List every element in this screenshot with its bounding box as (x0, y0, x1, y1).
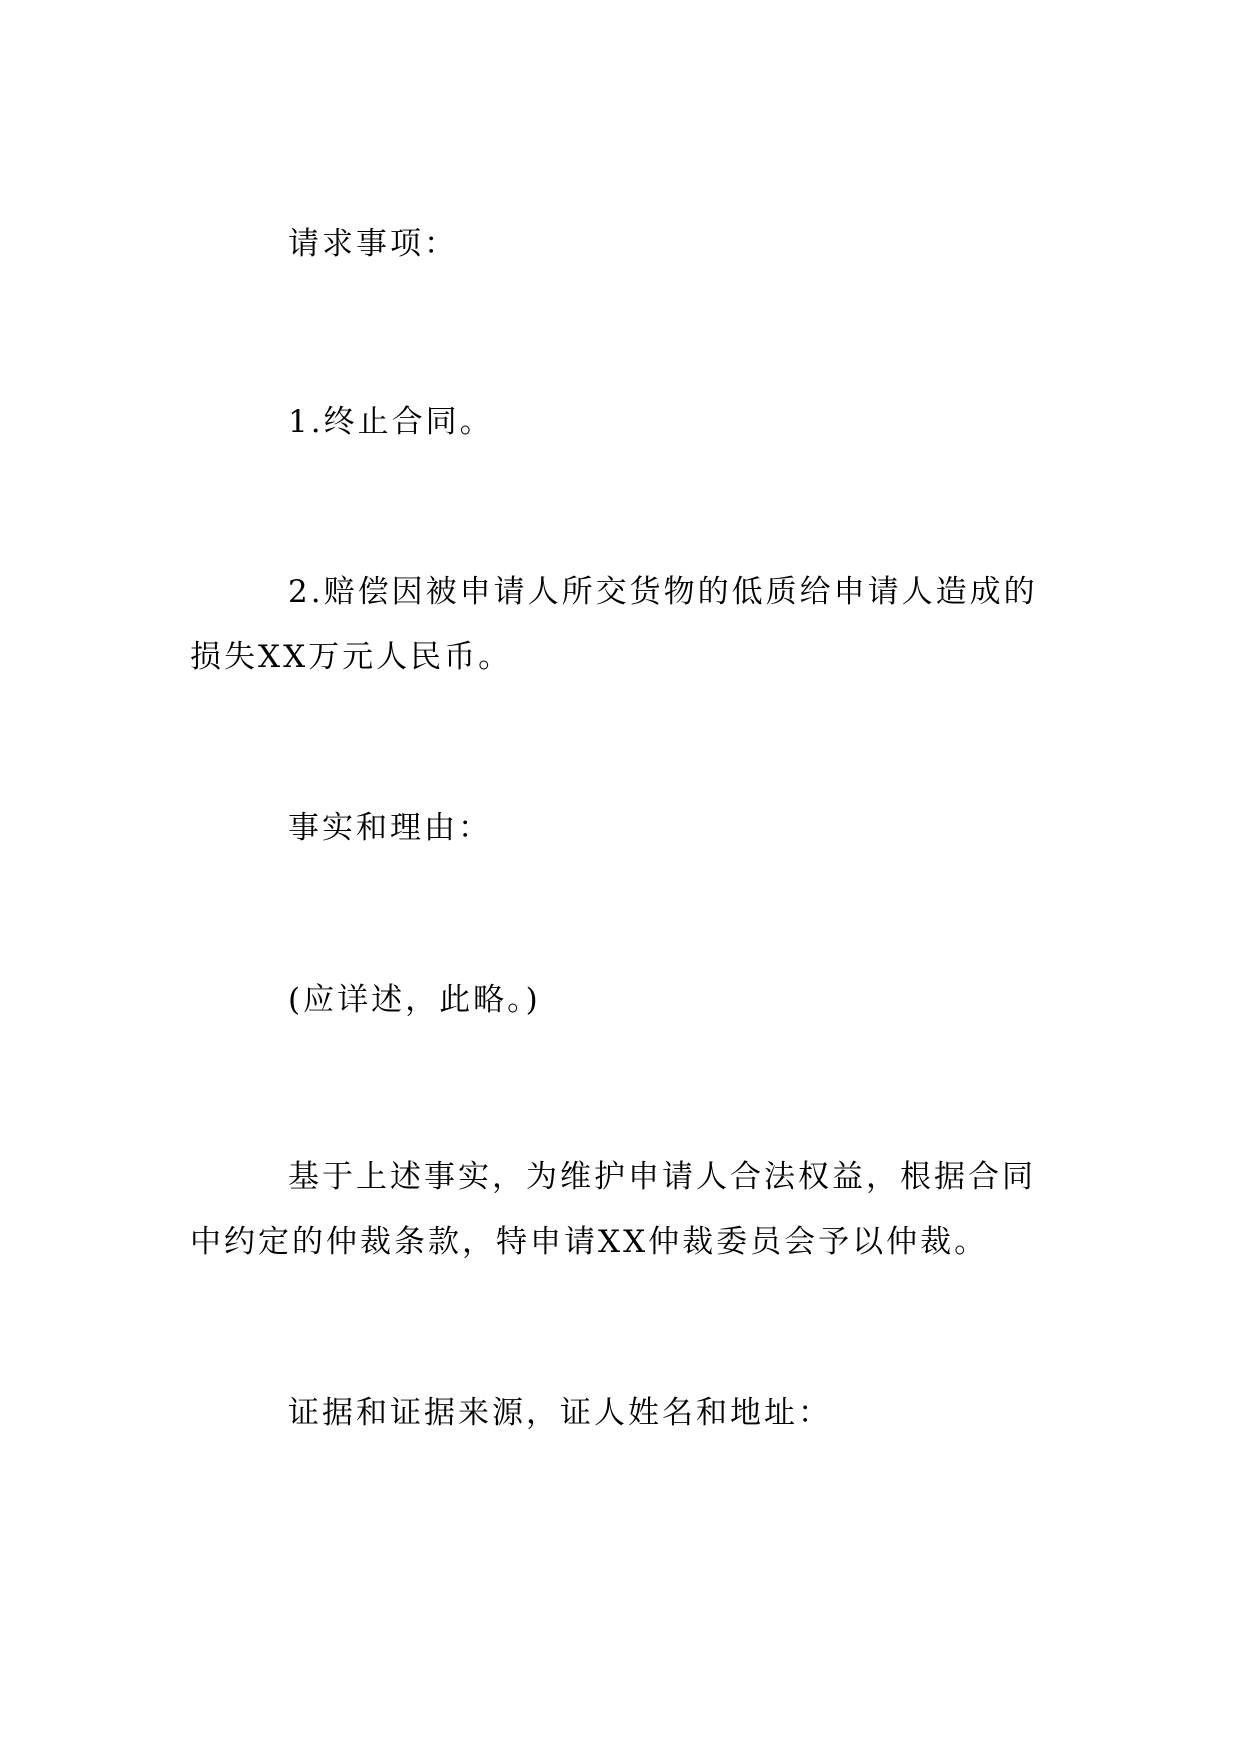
arbitration-statement: 基于上述事实，为维护申请人合法权益，根据合同中约定的仲裁条款，特申请XX仲裁委员会予以仲裁。 (190, 1159, 1036, 1260)
section-heading-evidence: 证据和证据来源，证人姓名和地址： (288, 1395, 832, 1431)
section-heading-requests: 请求事项： (288, 226, 458, 262)
request-item-1: 1.终止合同。 (288, 404, 494, 440)
section-heading-facts: 事实和理由： (288, 810, 492, 846)
facts-note: (应详述，此略。) (288, 982, 541, 1018)
request-item-2: 2.赔偿因被申请人所交货物的低质给申请人造成的损失XX万元人民币。 (190, 574, 1038, 675)
